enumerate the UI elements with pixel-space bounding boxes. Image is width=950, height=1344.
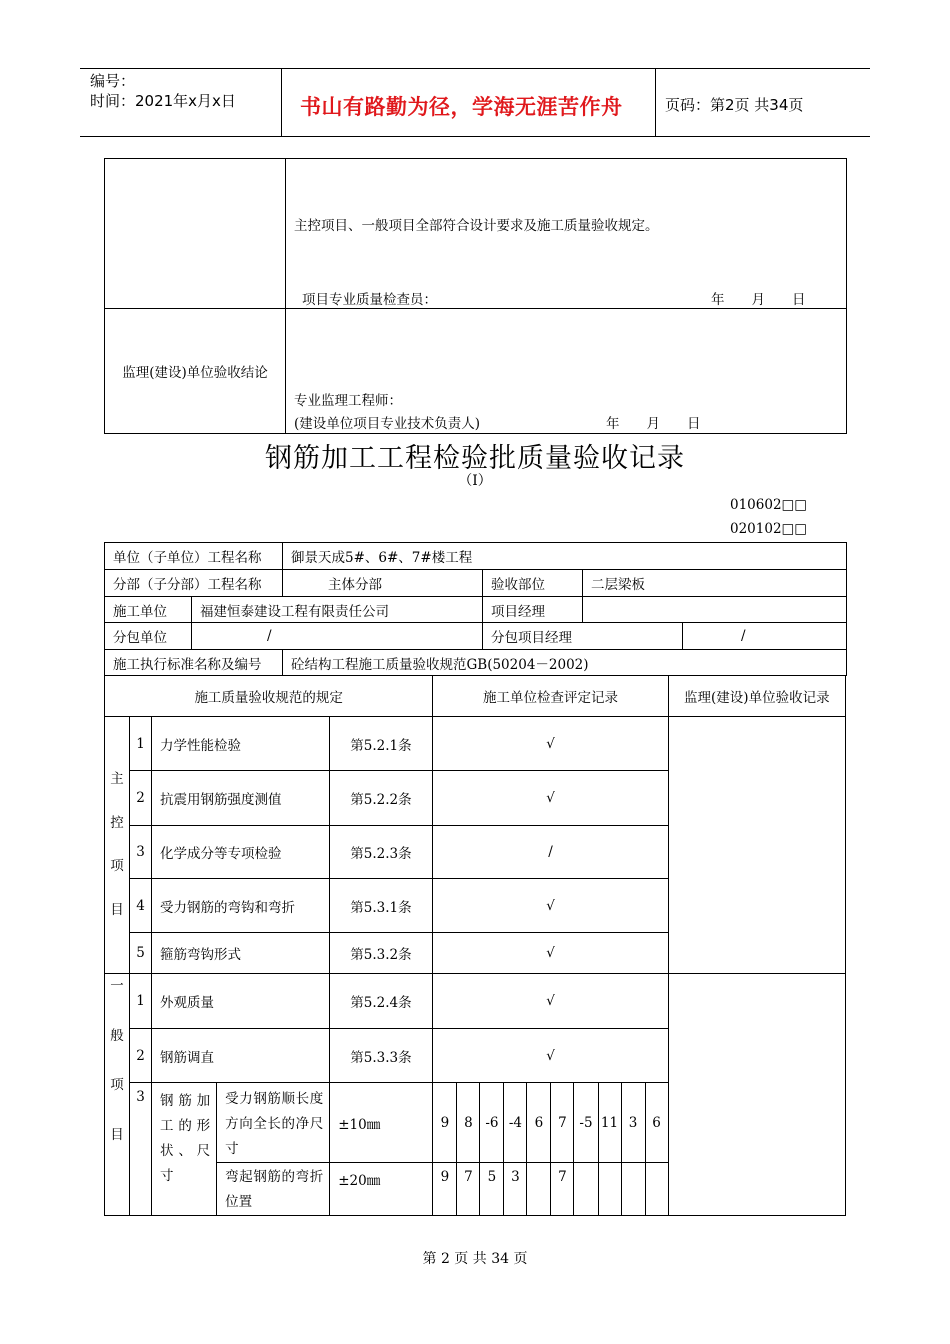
engineer-label: 专业监理工程师： (294, 393, 402, 409)
general-item-no: 1 (130, 974, 152, 1029)
inspection-table (104, 675, 846, 1216)
header-bottom-rule (80, 136, 870, 137)
measurement-cell: 9 (433, 1083, 457, 1163)
main-item-result: √ (433, 717, 668, 771)
measurement-cell: 7 (551, 1163, 574, 1216)
main-item-name: 抗震用钢筋强度测值 (152, 771, 330, 826)
measurement-cell (527, 1163, 551, 1216)
contractor-conclusion-label-cell (105, 159, 286, 309)
header-time-label: 时间：2021年x月x日 (90, 92, 236, 110)
supervision-conclusion-cell (286, 309, 847, 434)
main-item-name: 受力钢筋的弯钩和弯折 (152, 879, 330, 933)
unit-value: 御景天成5#、6#、7#楼工程 (283, 543, 847, 570)
inspector-date: 年 月 日 (711, 292, 806, 308)
general-item-result: √ (433, 1029, 668, 1083)
header-divider-1 (281, 68, 282, 136)
conclusion-statement: 主控项目、一般项目全部符合设计要求及施工质量验收规定。 (294, 218, 659, 234)
main-item-clause: 第5.2.1条 (330, 717, 433, 771)
main-item-no: 3 (130, 826, 152, 879)
measurement-cell: 7 (457, 1163, 480, 1216)
owner-label: (建设单位项目专业技术负责人) (294, 416, 481, 432)
document-code-1: 010602□□ (730, 497, 808, 513)
measurement-cell: 11 (598, 1083, 621, 1163)
general-group-char: 般 (110, 1027, 124, 1044)
subcontractor-label: 分包单位 (105, 623, 192, 650)
main-item-result: √ (433, 771, 668, 826)
document-code-2: 020102□□ (730, 521, 808, 537)
unit-label: 单位（子单位）工程名称 (105, 543, 283, 570)
dimension-item-no: 3 (130, 1083, 152, 1216)
part-value: 二层梁板 (583, 570, 847, 597)
general-items-supervision-cell (668, 974, 845, 1216)
contractor-label: 施工单位 (105, 597, 192, 623)
conclusion-table (104, 158, 847, 434)
measurement-cell (621, 1163, 645, 1216)
measurement-cell (574, 1163, 598, 1216)
contractor-value: 福建恒泰建设工程有限责任公司 (192, 597, 483, 623)
general-item-no: 2 (130, 1029, 152, 1083)
measurement-cell: -5 (574, 1083, 598, 1163)
measurement-cell: 6 (645, 1083, 668, 1163)
supervision-date: 年 月 日 (606, 416, 701, 432)
subcontractor-value: / (192, 623, 483, 650)
general-item-name: 钢筋调直 (152, 1029, 330, 1083)
contractor-conclusion-cell (286, 159, 847, 309)
main-item-name: 力学性能检验 (152, 717, 330, 771)
document-title: 钢筋加工工程检验批质量验收记录 (265, 443, 685, 474)
info-table (104, 542, 847, 676)
part-label: 验收部位 (483, 570, 583, 597)
header-motto: 书山有路勤为径，学海无涯苦作舟 (300, 95, 623, 119)
main-item-clause: 第5.2.2条 (330, 771, 433, 826)
measurement-cell: -6 (480, 1083, 504, 1163)
inspector-label: 项目专业质量检查员： (302, 292, 437, 308)
measurement-cell (598, 1163, 621, 1216)
sub-project-manager-label: 分包项目经理 (483, 623, 683, 650)
main-group-char: 主 (110, 771, 124, 787)
main-item-name: 箍筋弯钩形式 (152, 933, 330, 974)
measurement-cell (645, 1163, 668, 1216)
supervision-conclusion-label: 监理(建设)单位验收结论 (105, 309, 286, 434)
general-item-clause: 第5.3.3条 (330, 1029, 433, 1083)
header-top-rule (80, 68, 870, 69)
main-item-clause: 第5.3.1条 (330, 879, 433, 933)
main-items-supervision-cell (668, 717, 845, 974)
main-item-result: / (433, 826, 668, 879)
main-item-no: 2 (130, 771, 152, 826)
general-item-result: √ (433, 974, 668, 1029)
main-group-char: 目 (110, 901, 124, 918)
dimension-tolerance: ±10㎜ (330, 1083, 433, 1163)
main-item-no: 4 (130, 879, 152, 933)
measurement-cell: 9 (433, 1163, 457, 1216)
main-item-no: 1 (130, 717, 152, 771)
header-number-label: 编号： (90, 72, 136, 90)
general-group-char: 目 (110, 1126, 124, 1143)
measurement-cell: 6 (527, 1083, 551, 1163)
project-manager-label: 项目经理 (483, 597, 583, 623)
column-supervision-header: 监理(建设)单位验收记录 (668, 676, 845, 717)
main-group-char: 控 (110, 814, 124, 831)
measurement-cell: 3 (621, 1083, 645, 1163)
subdivision-value: 主体分部 (283, 570, 483, 597)
general-item-clause: 第5.2.4条 (330, 974, 433, 1029)
general-item-name: 外观质量 (152, 974, 330, 1029)
standard-value: 砼结构工程施工质量验收规范GB(50204－2002) (283, 650, 847, 676)
main-item-no: 5 (130, 933, 152, 974)
main-items-group-label (105, 717, 130, 974)
general-items-group-label (105, 974, 130, 1216)
main-group-char: 项 (110, 858, 124, 874)
document-subtitle: （Ⅰ） (458, 473, 492, 489)
dimension-tolerance: ±20㎜ (330, 1163, 433, 1216)
dimension-item-name: 钢筋加工的形状、尺寸 (152, 1083, 217, 1216)
column-contractor-header: 施工单位检查评定记录 (433, 676, 668, 717)
dimension-sub-name: 受力钢筋顺长度方向全长的净尺寸 (217, 1083, 330, 1163)
measurement-cell: 3 (504, 1163, 527, 1216)
measurement-cell: 7 (551, 1083, 574, 1163)
header-page-label: 页码：第2页 共34页 (665, 96, 804, 114)
dimension-sub-name: 弯起钢筋的弯折位置 (217, 1163, 330, 1216)
general-group-char: 项 (110, 1077, 124, 1093)
project-manager-value (583, 597, 847, 623)
column-spec-header: 施工质量验收规范的规定 (105, 676, 433, 717)
page-footer: 第 2 页 共 34 页 (422, 1251, 528, 1267)
subdivision-label: 分部（子分部）工程名称 (105, 570, 283, 597)
general-group-char: 一 (110, 978, 124, 994)
standard-label: 施工执行标准名称及编号 (105, 650, 283, 676)
measurement-cell: 5 (480, 1163, 504, 1216)
main-item-result: √ (433, 933, 668, 974)
header-divider-2 (655, 68, 656, 136)
main-item-result: √ (433, 879, 668, 933)
sub-project-manager-value: / (683, 623, 847, 650)
main-item-clause: 第5.2.3条 (330, 826, 433, 879)
main-item-name: 化学成分等专项检验 (152, 826, 330, 879)
measurement-cell: -4 (504, 1083, 527, 1163)
main-item-clause: 第5.3.2条 (330, 933, 433, 974)
measurement-cell: 8 (457, 1083, 480, 1163)
